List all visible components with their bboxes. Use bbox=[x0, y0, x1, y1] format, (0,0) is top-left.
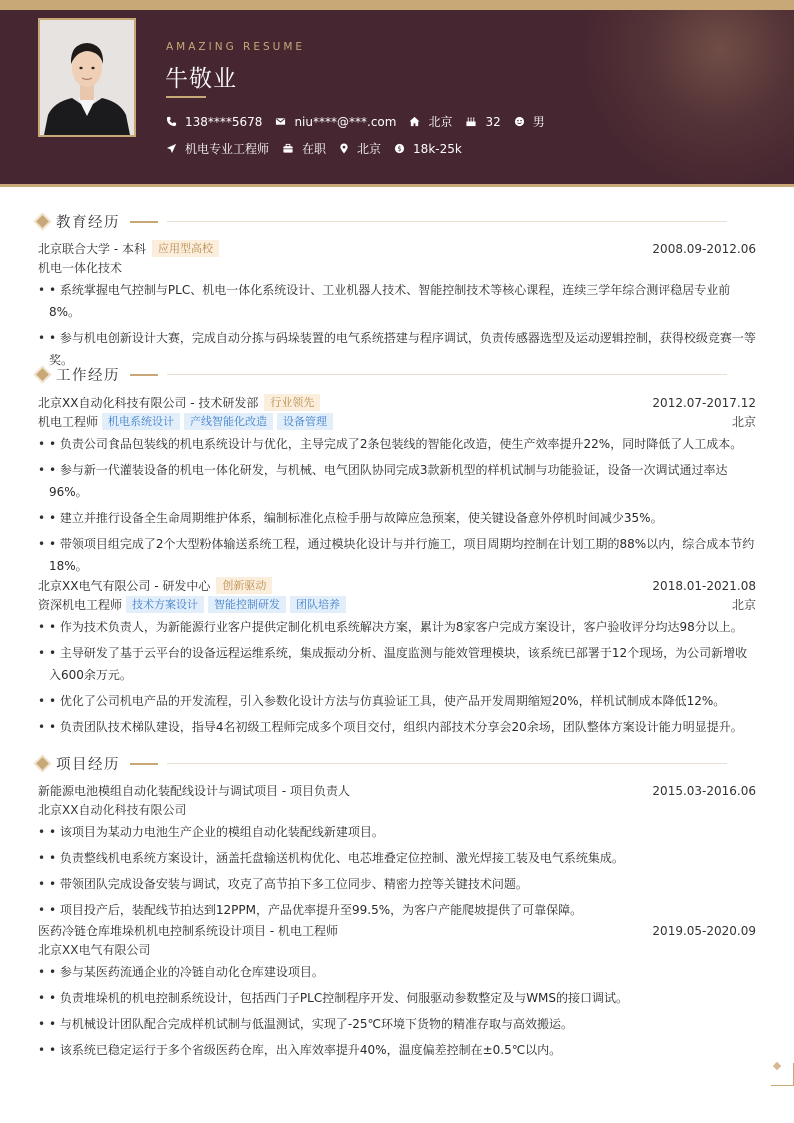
job-title: 机电工程师 bbox=[38, 415, 99, 429]
company-tag: 行业领先 bbox=[264, 394, 320, 411]
skill-tag: 团队培养 bbox=[290, 596, 346, 613]
top-accent-bar bbox=[0, 0, 794, 10]
phone-number: 138****5678 bbox=[185, 114, 263, 129]
list-item: • • 与机械设计团队配合完成样机试制与低温测试，实现了-25℃环境下货物的精准存取与高效搬运。 bbox=[38, 1013, 756, 1035]
age-info bbox=[465, 115, 500, 129]
phone-icon bbox=[166, 116, 177, 127]
list-item: • • 该项目为某动力电池生产企业的模组自动化装配线新建项目。 bbox=[38, 821, 756, 843]
skill-tag: 设备管理 bbox=[277, 413, 333, 430]
school-name: 北京联合大学 - 本科 bbox=[38, 242, 146, 256]
project-company: 北京XX电气有限公司 bbox=[38, 943, 151, 957]
section-title-underline bbox=[130, 374, 158, 376]
list-item: • • 主导研发了基于云平台的设备远程运维系统，集成振动分析、温度监测与能效管理模块，该系统已部署于12个现场，为公司新增收入600余万元。 bbox=[38, 642, 756, 686]
work-section-title: 工作经历 bbox=[56, 368, 120, 384]
list-item: • • 参与机电创新设计大赛，完成自动分拣与码垛装置的电气系统搭建与程序调试，负责传感器选型及运动逻辑控制，获得校级竞赛一等奖。 bbox=[38, 327, 756, 371]
education-bullets bbox=[38, 279, 756, 371]
work-entry bbox=[38, 576, 756, 742]
work-bullets bbox=[38, 433, 756, 577]
employment-status-info bbox=[282, 140, 326, 157]
project-name: 医药冷链仓库堆垛机机电控制系统设计项目 - 机电工程师 bbox=[38, 924, 338, 938]
briefcase-icon bbox=[282, 143, 294, 154]
resume-tagline: AMAZING RESUME bbox=[166, 41, 306, 53]
send-icon bbox=[166, 143, 177, 154]
section-diamond-icon bbox=[36, 757, 49, 770]
name-underline bbox=[166, 96, 206, 98]
phone-info bbox=[166, 115, 262, 129]
birthday-cake-icon bbox=[465, 116, 477, 127]
section-divider bbox=[167, 374, 727, 375]
contact-info-row bbox=[166, 113, 558, 130]
header-accent-line bbox=[0, 184, 794, 187]
age: 32 bbox=[485, 114, 501, 129]
skill-tag: 智能控制研发 bbox=[208, 596, 286, 613]
list-item: • • 建立并推行设备全生命周期维护体系，编制标准化点检手册与故障应急预案，使关键设备意外停机时间减少35%。 bbox=[38, 507, 756, 529]
candidate-name: 牛敬业 bbox=[165, 66, 237, 92]
job-intent-row bbox=[166, 140, 475, 157]
work-city: 北京 bbox=[731, 598, 756, 612]
money-icon bbox=[394, 143, 405, 154]
project-section-header bbox=[36, 753, 158, 774]
gender-icon bbox=[514, 116, 525, 127]
location-info bbox=[339, 140, 381, 157]
hometown-info bbox=[409, 113, 452, 130]
project-name: 新能源电池模组自动化装配线设计与调试项目 - 项目负责人 bbox=[38, 784, 350, 798]
school-tag: 应用型高校 bbox=[152, 240, 219, 257]
profile-photo bbox=[38, 18, 136, 137]
company-tag: 创新驱动 bbox=[216, 577, 272, 594]
home-icon bbox=[409, 116, 420, 127]
project-date: 2015.03-2016.06 bbox=[652, 783, 756, 798]
major: 机电一体化技术 bbox=[38, 261, 123, 275]
list-item: • • 参与新一代灌装设备的机电一体化研发，与机械、电气团队协同完成3款新机型的样机试制与功能验证，设备一次调试通过率达96%。 bbox=[38, 459, 756, 503]
list-item: • • 优化了公司机电产品的开发流程，引入参数化设计方法与仿真验证工具，使产品开发周期缩短20%，样机试制成本降低12%。 bbox=[38, 690, 756, 712]
list-item: • • 负责团队技术梯队建设，指导4名初级工程师完成多个项目交付，组织内部技术分享会20余场，团队整体方案设计能力明显提升。 bbox=[38, 716, 756, 738]
project-date: 2019.05-2020.09 bbox=[652, 923, 756, 938]
email-address: niu****@***.com bbox=[294, 114, 397, 129]
email-info bbox=[275, 115, 396, 129]
work-date: 2012.07-2017.12 bbox=[652, 395, 756, 410]
education-entry bbox=[38, 239, 756, 375]
project-entry bbox=[38, 921, 756, 1065]
expected-salary: 18k-25k bbox=[413, 141, 462, 156]
svg-text:$: $ bbox=[397, 144, 402, 153]
section-title-underline bbox=[130, 763, 158, 765]
section-divider bbox=[167, 763, 727, 764]
section-title-underline bbox=[130, 221, 158, 223]
section-divider bbox=[167, 221, 727, 222]
list-item: • • 作为技术负责人，为新能源行业客户提供定制化机电系统解决方案，累计为8家客户完成方案设计，客户验收评分均达98分以上。 bbox=[38, 616, 756, 638]
gender: 男 bbox=[532, 115, 545, 129]
gender-info bbox=[514, 113, 545, 130]
salary-info bbox=[394, 142, 462, 156]
desired-location: 北京 bbox=[357, 142, 382, 156]
company-name: 北京XX电气有限公司 - 研发中心 bbox=[38, 579, 211, 593]
skill-tag: 产线智能化改造 bbox=[184, 413, 273, 430]
list-item: • • 系统掌握电气控制与PLC、机电一体化系统设计、工业机器人技术、智能控制技术等核心课程，连续三学年综合测评稳居专业前8%。 bbox=[38, 279, 756, 323]
project-section-title: 项目经历 bbox=[56, 757, 120, 773]
work-section-header bbox=[36, 364, 158, 385]
project-entry bbox=[38, 781, 756, 925]
work-date: 2018.01-2021.08 bbox=[652, 578, 756, 593]
list-item: • • 该系统已稳定运行于多个省级医药仓库，出入库效率提升40%，温度偏差控制在±0.5℃以内。 bbox=[38, 1039, 756, 1061]
list-item: • • 负责公司食品包装线的机电系统设计与优化，主导完成了2条包装线的智能化改造，使生产效率提升22%，同时降低了人工成本。 bbox=[38, 433, 756, 455]
corner-decoration bbox=[771, 1063, 794, 1086]
job-target-info bbox=[166, 140, 269, 157]
education-section-header bbox=[36, 211, 158, 232]
list-item: • • 带领项目组完成了2个大型粉体输送系统工程，通过模块化设计与并行施工，项目周期均控制在计划工期的88%以内，综合成本节约18%。 bbox=[38, 533, 756, 577]
skill-tag: 技术方案设计 bbox=[126, 596, 204, 613]
education-date: 2008.09-2012.06 bbox=[652, 241, 756, 256]
education-section-title: 教育经历 bbox=[56, 215, 120, 231]
work-city: 北京 bbox=[731, 415, 756, 429]
job-title: 资深机电工程师 bbox=[38, 598, 123, 612]
list-item: • • 带领团队完成设备安装与调试，攻克了高节拍下多工位同步、精密力控等关键技术问题。 bbox=[38, 873, 756, 895]
project-bullets bbox=[38, 961, 756, 1061]
list-item: • • 参与某医药流通企业的冷链自动化仓库建设项目。 bbox=[38, 961, 756, 983]
work-entry bbox=[38, 393, 756, 581]
project-bullets bbox=[38, 821, 756, 921]
skill-tag: 机电系统设计 bbox=[102, 413, 180, 430]
map-pin-icon bbox=[339, 143, 349, 154]
list-item: • • 项目投产后，装配线节拍达到12PPM，产品优率提升至99.5%，为客户产能爬坡提供了可靠保障。 bbox=[38, 899, 756, 921]
job-target: 机电专业工程师 bbox=[185, 142, 270, 156]
work-bullets bbox=[38, 616, 756, 738]
email-icon bbox=[275, 116, 286, 127]
section-diamond-icon bbox=[36, 215, 49, 228]
company-name: 北京XX自动化科技有限公司 - 技术研发部 bbox=[38, 396, 259, 410]
project-company: 北京XX自动化科技有限公司 bbox=[38, 803, 187, 817]
list-item: • • 负责整线机电系统方案设计，涵盖托盘输送机构优化、电芯堆叠定位控制、激光焊接工装及电气系统集成。 bbox=[38, 847, 756, 869]
employment-status: 在职 bbox=[302, 142, 327, 156]
section-diamond-icon bbox=[36, 368, 49, 381]
hometown: 北京 bbox=[428, 115, 453, 129]
list-item: • • 负责堆垛机的机电控制系统设计，包括西门子PLC控制程序开发、伺服驱动参数整定及与WMS的接口调试。 bbox=[38, 987, 756, 1009]
